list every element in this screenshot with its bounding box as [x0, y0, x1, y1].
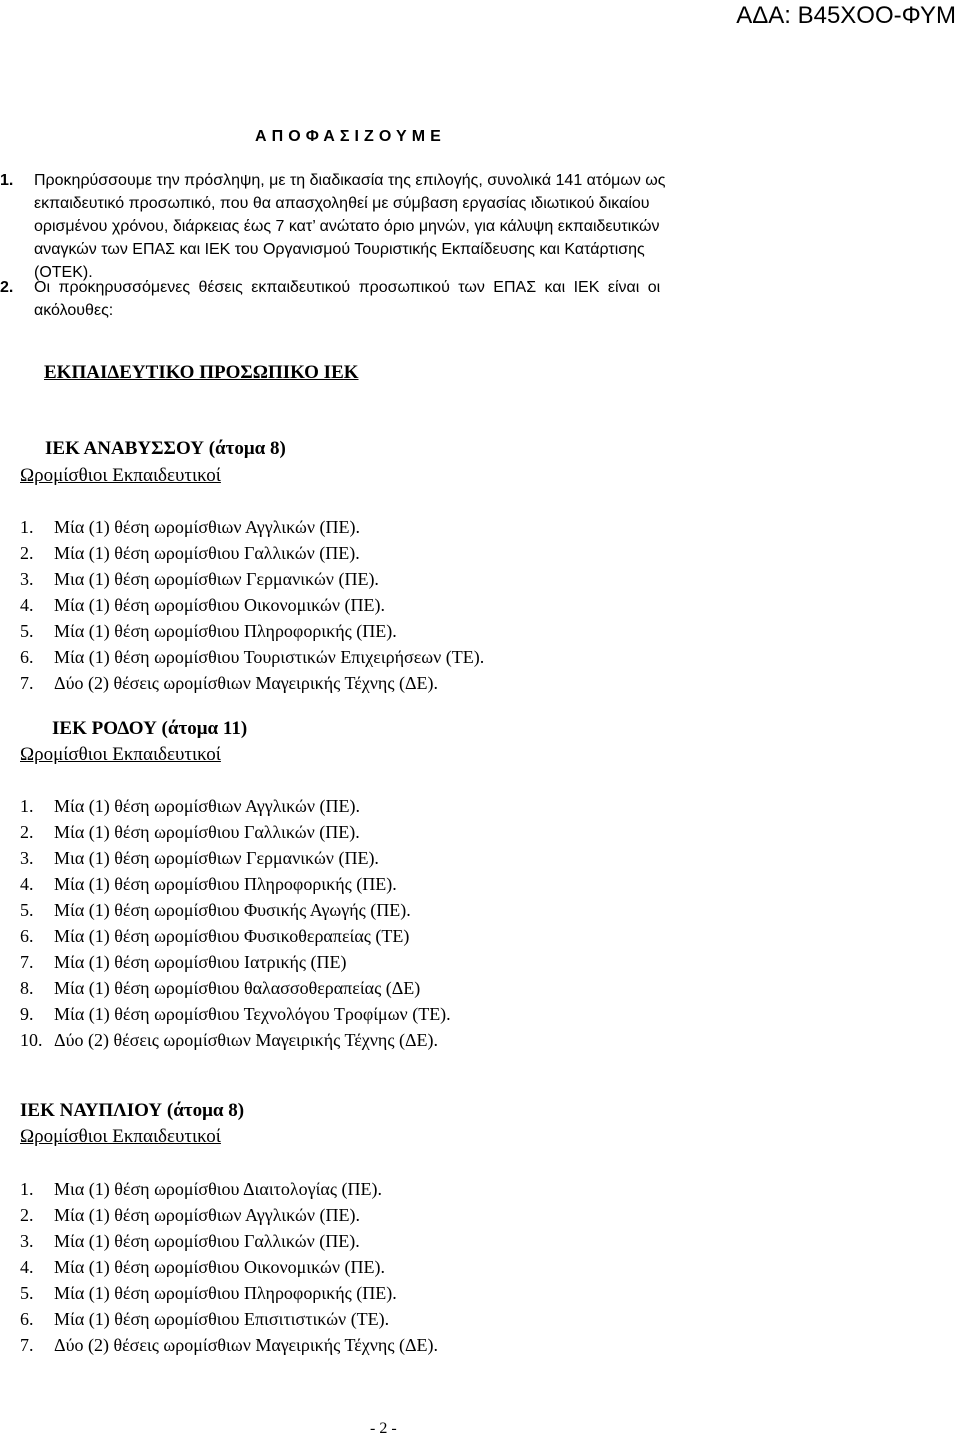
paragraph-2-line: ακόλουθες: [34, 302, 114, 319]
list-item [20, 1254, 438, 1280]
item-text: Μία (1) θέση ωρομίσθιου Γαλλικών (ΠΕ). [54, 1231, 360, 1251]
paragraph-1-number: 1. [0, 172, 14, 189]
section-subtitle: Ωρομίσθιοι Εκπαιδευτικοί [20, 744, 221, 765]
list-item [20, 1280, 438, 1306]
list-item [20, 1202, 438, 1228]
paragraph-1-line: αναγκών των ΕΠΑΣ και ΙΕΚ του Οργανισμού Τουριστικής Εκπαίδευσης και Κατάρτισης [34, 241, 645, 258]
section-title: ΙΕΚ ΡΟΔΟΥ (άτομα 11) [52, 718, 248, 739]
item-number: 1. [20, 1179, 34, 1199]
item-text: Μία (1) θέση ωρομίσθιου Φυσικής Αγωγής (ΠΕ). [54, 900, 411, 920]
item-text: Μία (1) θέση ωρομίσθιου Πληροφορικής (ΠΕ). [54, 874, 397, 894]
list-item [20, 897, 451, 923]
item-number: 7. [20, 952, 34, 972]
list-item [20, 1228, 438, 1254]
item-text: Μία (1) θέση ωρομίσθιων Αγγλικών (ΠΕ). [54, 517, 360, 537]
section-title: ΙΕΚ ΑΝΑΒΥΣΣΟΥ (άτομα 8) [45, 438, 286, 459]
item-number: 1. [20, 517, 34, 537]
item-number: 3. [20, 848, 34, 868]
list-item [20, 871, 451, 897]
section-subtitle: Ωρομίσθιοι Εκπαιδευτικοί [20, 1126, 221, 1147]
item-number: 7. [20, 1335, 34, 1355]
list-item [20, 1306, 438, 1332]
list-item [20, 1332, 438, 1358]
section-list [20, 514, 484, 696]
item-number: 3. [20, 569, 34, 589]
list-item [20, 540, 484, 566]
list-item [20, 566, 484, 592]
paragraph-1-line: ορισμένου χρόνου, διάρκειας έως 7 κατ’ ανώτατο όριο μηνών, για κάλυψη εκπαιδευτικών [34, 218, 660, 235]
item-text: Μία (1) θέση ωρομίσθιου Γαλλικών (ΠΕ). [54, 543, 360, 563]
paragraph-1-line: (ΟΤΕΚ). [34, 264, 93, 281]
list-item [20, 793, 451, 819]
item-text: Μία (1) θέση ωρομίσθιου Ιατρικής (ΠΕ) [54, 952, 347, 972]
item-text: Μία (1) θέση ωρομίσθιου Γαλλικών (ΠΕ). [54, 822, 360, 842]
item-text: Δύο (2) θέσεις ωρομίσθιων Μαγειρικής Τέχνης (ΔΕ). [54, 673, 439, 693]
item-text: Μία (1) θέση ωρομίσθιων Αγγλικών (ΠΕ). [54, 796, 360, 816]
item-text: Μία (1) θέση ωρομίσθιου Φυσικοθεραπείας (ΤΕ) [54, 926, 410, 946]
item-text: Μία (1) θέση ωρομίσθιου Οικονομικών (ΠΕ). [54, 1257, 385, 1277]
item-number: 1. [20, 796, 34, 816]
paragraph-1-line: εκπαιδευτικό προσωπικό, που θα απασχοληθεί με σύμβαση εργασίας ιδιωτικού δικαίου [34, 195, 650, 212]
list-item [20, 1001, 451, 1027]
section-list [20, 793, 451, 1053]
ada-code: ΑΔΑ: Β45ΧΟΟ-ΦΥΜ [736, 2, 956, 29]
item-text: Μία (1) θέση ωρομίσθιου Τεχνολόγου Τροφίμων (ΤΕ). [54, 1004, 451, 1024]
list-item [20, 670, 484, 696]
item-number: 6. [20, 926, 34, 946]
paragraph-2-line: Οι προκηρυσσόμενες θέσεις εκπαιδευτικού προσωπικού των ΕΠΑΣ και ΙΕΚ είναι οι [34, 279, 661, 296]
item-text: Μια (1) θέση ωρομίσθιων Γερμανικών (ΠΕ). [54, 848, 379, 868]
item-number: 5. [20, 1283, 34, 1303]
item-number: 5. [20, 900, 34, 920]
list-item [20, 592, 484, 618]
item-number: 2. [20, 822, 34, 842]
item-number: 4. [20, 874, 34, 894]
page-number: - 2 - [370, 1420, 397, 1437]
item-text: Μία (1) θέση ωρομίσθιων Αγγλικών (ΠΕ). [54, 1205, 360, 1225]
list-item [20, 644, 484, 670]
item-number: 6. [20, 1309, 34, 1329]
section-list [20, 1176, 438, 1358]
item-text: Μία (1) θέση ωρομίσθιου Επισιτιστικών (ΤΕ). [54, 1309, 390, 1329]
paragraph-2-number: 2. [0, 279, 14, 296]
item-number: 5. [20, 621, 34, 641]
item-number: 6. [20, 647, 34, 667]
item-number: 10. [20, 1030, 43, 1050]
item-number: 2. [20, 543, 34, 563]
item-number: 2. [20, 1205, 34, 1225]
item-number: 8. [20, 978, 34, 998]
item-number: 7. [20, 673, 34, 693]
section-title: ΙΕΚ ΝΑΥΠΛΙΟΥ (άτομα 8) [20, 1100, 245, 1121]
item-number: 3. [20, 1231, 34, 1251]
item-text: Δύο (2) θέσεις ωρομίσθιων Μαγειρικής Τέχνης (ΔΕ). [54, 1335, 439, 1355]
item-text: Μία (1) θέση ωρομίσθιου Οικονομικών (ΠΕ). [54, 595, 385, 615]
paragraph-1-line: Προκηρύσσουμε την πρόσληψη, με τη διαδικασία της επιλογής, συνολικά 141 ατόμων ως [34, 172, 666, 189]
item-number: 4. [20, 595, 34, 615]
item-text: Μία (1) θέση ωρομίσθιου θαλασσοθεραπείας (ΔΕ) [54, 978, 421, 998]
list-item [20, 514, 484, 540]
paragraph-1 [0, 169, 786, 284]
list-item [20, 923, 451, 949]
main-heading: ΕΚΠΑΙΔΕΥΤΙΚΟ ΠΡΟΣΩΠΙΚΟ ΙΕΚ [44, 362, 359, 383]
list-item [20, 975, 451, 1001]
list-item [20, 949, 451, 975]
section-subtitle: Ωρομίσθιοι Εκπαιδευτικοί [20, 465, 221, 486]
decision-title: Α Π Ο Φ Α Σ Ι Ζ Ο Υ Μ Ε [255, 128, 442, 145]
item-number: 4. [20, 1257, 34, 1277]
item-number: 9. [20, 1004, 34, 1024]
list-item [20, 1176, 438, 1202]
item-text: Δύο (2) θέσεις ωρομίσθιων Μαγειρικής Τέχνης (ΔΕ). [54, 1030, 439, 1050]
list-item [20, 618, 484, 644]
item-text: Μία (1) θέση ωρομίσθιου Πληροφορικής (ΠΕ). [54, 1283, 397, 1303]
item-text: Μία (1) θέση ωρομίσθιου Τουριστικών Επιχειρήσεων (ΤΕ). [54, 647, 485, 667]
item-text: Μια (1) θέση ωρομίσθιων Γερμανικών (ΠΕ). [54, 569, 379, 589]
item-text: Μια (1) θέση ωρομίσθιου Διαιτολογίας (ΠΕ). [54, 1179, 382, 1199]
list-item [20, 845, 451, 871]
list-item [20, 1027, 451, 1053]
paragraph-2 [0, 276, 786, 322]
list-item [20, 819, 451, 845]
item-text: Μία (1) θέση ωρομίσθιου Πληροφορικής (ΠΕ). [54, 621, 397, 641]
